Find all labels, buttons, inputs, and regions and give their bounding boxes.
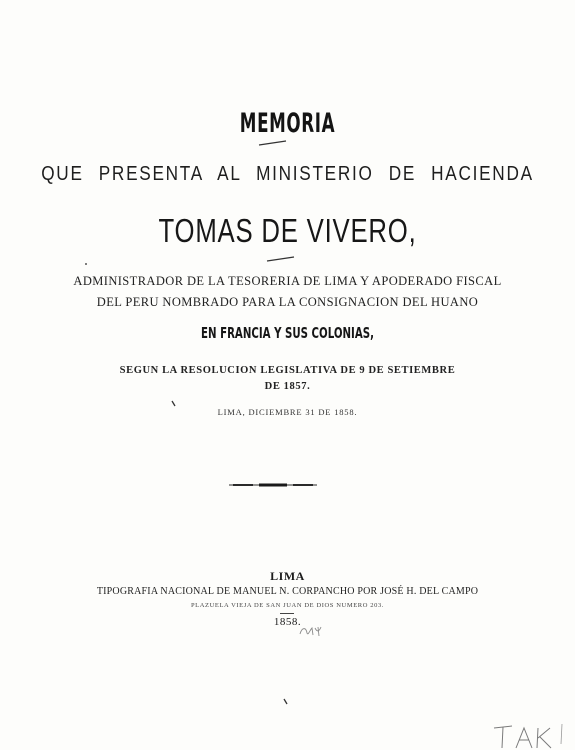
imprint-address: PLAZUELA VIEJA DE SAN JUAN DE DIOS NUMERO 203.: [190, 602, 385, 609]
role-line: ADMINISTRADOR DE LA TESORERIA DE LIMA Y APODERADO FISCAL: [73, 274, 502, 288]
imprint-city: LIMA: [270, 569, 305, 583]
colonies-line: EN FRANCIA Y SUS COLONIAS,: [201, 324, 374, 342]
date-line: LIMA, DICIEMBRE 31 DE 1858.: [217, 407, 358, 417]
pencil-tick-mark: [84, 262, 89, 267]
subtitle: QUE PRESENTA AL MINISTERIO DE HACIENDA: [41, 163, 534, 185]
pencil-tick-mark: [283, 698, 289, 706]
author-name: TOMAS DE VIVERO,: [158, 212, 417, 249]
imprint-printer: TIPOGRAFIA NACIONAL DE MANUEL N. CORPANCHO POR JOSÉ H. DEL CAMPO: [96, 586, 479, 597]
resolution-line: DE 1857.: [264, 381, 311, 392]
imprint-year: 1858.: [273, 616, 302, 628]
year-rule: [280, 613, 294, 614]
ornamental-rule: [229, 483, 317, 487]
pencil-tick-mark: [171, 400, 177, 408]
flourish-dash: [258, 139, 288, 147]
flourish-dash: [266, 255, 296, 263]
resolution-line: SEGUN LA RESOLUCION LEGISLATIVA DE 9 DE SETIEMBRE: [119, 365, 456, 376]
pencil-annotation-mark: [298, 624, 326, 638]
shelf-mark-handwriting: [490, 722, 570, 750]
main-title: MEMORIA: [239, 108, 336, 139]
role-line: DEL PERU NOMBRADO PARA LA CONSIGNACION DEL HUANO: [96, 295, 479, 309]
